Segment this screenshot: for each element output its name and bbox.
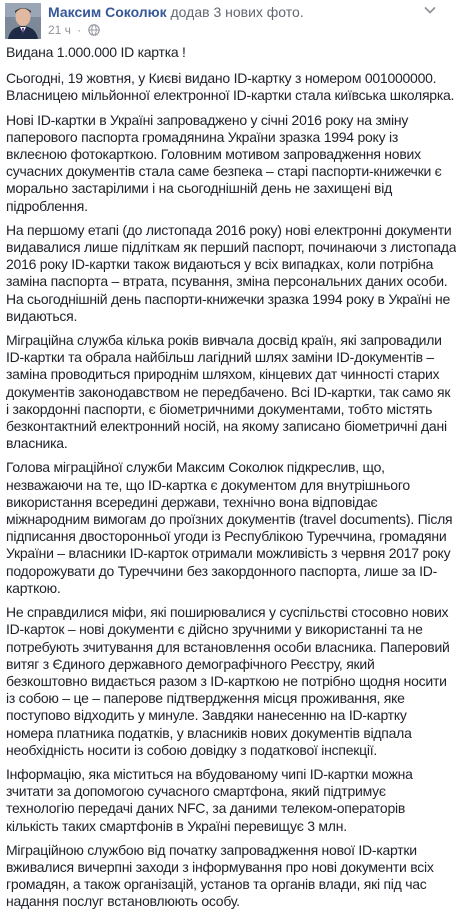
- paragraph-line: Власницею мільйонної електронної ID-картки стала київська школярка.: [6, 87, 455, 104]
- post-timestamp[interactable]: 21 ч: [48, 23, 71, 37]
- paragraph-line: заміна проводиться природнім шляхом, кінцевих дат чинності старих: [6, 366, 440, 383]
- paragraph-line: ID-карток – нові документи є дійсно зручними у використанні та не: [6, 621, 423, 638]
- paragraph-line: поступово відходить у минуле. Завдяки нанесенню на ID-картку: [6, 707, 407, 724]
- post-paragraph: [6, 459, 453, 597]
- paragraph-line: витяг з Єдиного державного демографічного Реєстру, який: [6, 655, 375, 672]
- post-header: [0, 0, 444, 38]
- post-paragraph: [6, 766, 440, 835]
- paragraph-line: Сьогодні, 19 жовтня, у Києві видано ID-картку з номером 001000000.: [6, 70, 437, 87]
- post-paragraph: [6, 604, 450, 759]
- paragraph-line: На першому етапі (до листопада 2016 року) нові електронні документи: [6, 221, 452, 238]
- paragraph-line: карткою.: [6, 579, 61, 596]
- post-paragraph: [6, 332, 451, 452]
- paragraph-line: використання всередині держави, технічно вона відповідає: [6, 493, 378, 510]
- author-line: [48, 4, 304, 21]
- paragraph-line: документів законодавством не передбачено. Всі ID-картки, так само як: [6, 383, 451, 400]
- globe-icon[interactable]: [88, 24, 100, 36]
- paragraph-line: Міграційна служба кілька років вивчала досвід країн, які запровадили: [6, 332, 442, 349]
- post-paragraph: [6, 842, 440, 911]
- paragraph-line: Нові ID-картки в Україні запроваджено у січні 2016 року на зміну: [6, 111, 409, 128]
- paragraph-line: заміна паспорта – втрата, псування, зміна персональних даних особи.: [6, 273, 448, 290]
- paragraph-line: із собою – це – паперове підтвердження місця проживання, яке: [6, 690, 405, 707]
- paragraph-line: Не справдилися міфи, які поширювалися у суспільстві стосовно нових: [6, 604, 449, 621]
- paragraph-line: потребують зчитування для встановлення особи власника. Паперовий: [6, 638, 450, 655]
- paragraph-line: підписання двосторонньої угоди із Республікою Туреччина, громадяни: [6, 528, 447, 545]
- headline-text: Видана 1.000.000 ID картка !: [6, 44, 186, 60]
- paragraph-line: паперового паспорта громадянина України зразка 1994 року із: [6, 128, 399, 145]
- paragraph-line: безконтактний електронний носій, на якому записано біометричні дані: [6, 418, 447, 435]
- paragraph-line: необхідність носити із собою довідку з податкової інспекції.: [6, 741, 378, 758]
- paragraph-line: надання послуг встановлюють особу.: [6, 893, 240, 910]
- paragraph-line: номера платника податків, у власників нових документів відпала: [6, 724, 412, 741]
- paragraph-line: кількість таких смартфонів в Україні перевищує 3 млн.: [6, 817, 347, 834]
- paragraph-line: сучасних документів стала саме безпека – старі паспорти-книжечки є: [6, 163, 442, 180]
- paragraph-line: видаються.: [6, 307, 78, 324]
- paragraph-line: технологію передачі даних NFC, за даними телеком-операторів: [6, 800, 406, 817]
- post-meta: [48, 23, 100, 37]
- meta-separator: ·: [77, 23, 82, 37]
- paragraph-line: зчитати за допомогою сучасного смартфона, який підтримує: [6, 783, 386, 800]
- paragraph-line: Міграційною службою від початку запровадження нової ID-картки: [6, 841, 417, 858]
- author-name-link[interactable]: Максим Соколюк: [48, 4, 167, 20]
- paragraph-line: вживалися вичерпні заходи з інформування про нові документи всіх: [6, 858, 434, 875]
- post-paragraph: [6, 70, 455, 104]
- paragraph-line: і закордонні паспорти, є біометричними документами, тобто містять: [6, 400, 433, 417]
- post-body: [6, 44, 456, 918]
- paragraph-line: На сьогоднішній день паспорти-книжечки зразка 1994 року в Україні не: [6, 290, 450, 307]
- paragraph-line: вклеєною фотокарткою. Головним мотивом запровадження нових: [6, 146, 421, 163]
- paragraph-line: безкоштовно видається разом з ID-карткою не потрібно щодня носити: [6, 672, 447, 689]
- author-avatar[interactable]: [5, 3, 41, 39]
- paragraph-line: видавалися лише підліткам як перший паспорт, починаючи з листопада: [6, 239, 456, 256]
- post-paragraph: [6, 112, 440, 215]
- paragraph-line: підроблення.: [6, 197, 88, 214]
- post-headline: [6, 44, 440, 61]
- post-action-text: додав 3 нових фото.: [170, 4, 304, 20]
- paragraph-line: міжнародним вимогам до проїзних документів (travel documents). Після: [6, 511, 453, 528]
- paragraph-line: Голова міграційної служби Максим Соколюк підкреслив, що,: [6, 459, 385, 476]
- paragraph-line: Інформацію, яка міститься на вбудованому чипі ID-картки можна: [6, 765, 413, 782]
- paragraph-line: України – власники ID-карток отримали можливість з червня 2017 року: [6, 545, 451, 562]
- paragraph-line: незважаючи на те, що ID-картка є документом для внутрішнього: [6, 476, 410, 493]
- post-paragraph: [6, 221, 456, 325]
- paragraph-line: морально застарілими і на сьогоднішній день не захищені від: [6, 180, 393, 197]
- avatar-portrait: [5, 3, 41, 39]
- paragraph-line: ID-картки та обрала найбільш лагідний шлях заміни ID-документів –: [6, 349, 434, 366]
- chevron-down-icon[interactable]: [422, 2, 438, 18]
- paragraph-line: власника.: [6, 435, 68, 452]
- paragraph-line: подорожувати до Туреччини без закордонного паспорта, лише за ID-: [6, 562, 437, 579]
- paragraph-line: громадян, а також організацій, установ та органів влади, які під час: [6, 876, 427, 893]
- paragraph-line: 2016 року ID-картки також видаються у всіх випадках, коли потрібна: [6, 256, 434, 273]
